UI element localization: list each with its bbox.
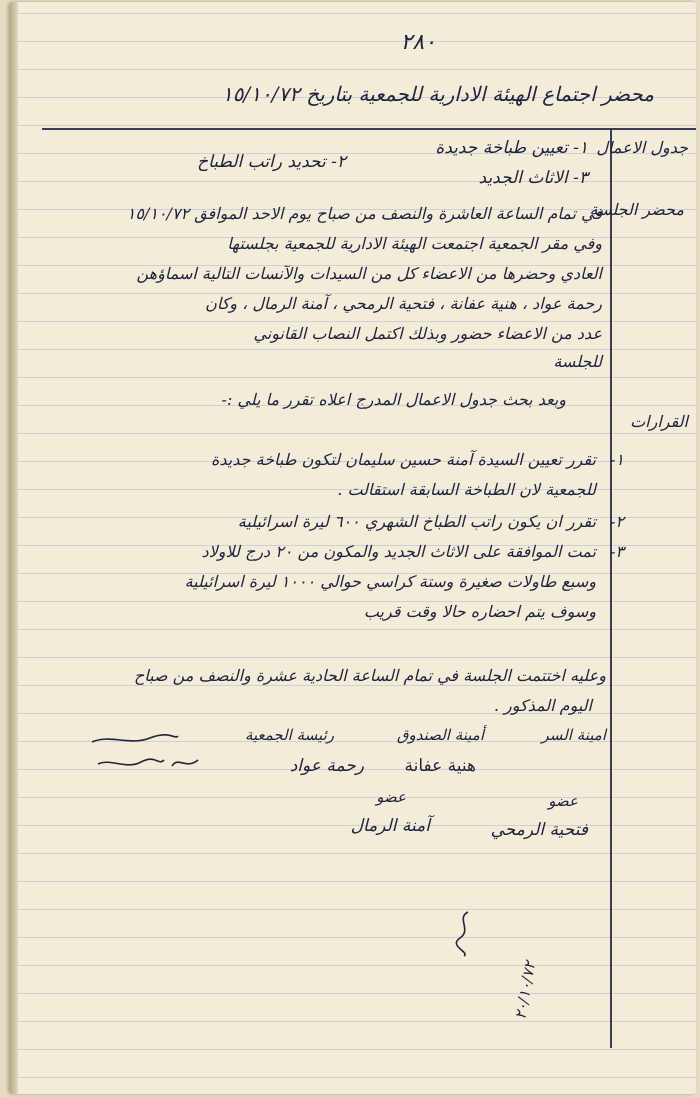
minutes-line: وفي مقر الجمعية اجتمعت الهيئة الادارية للجمعية بجلستها [227,234,602,253]
closing-line: وعليه اختتمت الجلسة في تمام الساعة الحادية عشرة والنصف من صباح [133,666,606,685]
secretary-signature [90,730,180,750]
minutes-line: العادي وحضرها من الاعضاء كل من السيدات والآنسات التالية اسماؤهن [136,264,602,283]
minutes-line: عدد من الاعضاء حضور وبذلك اكتمل النصاب القانوني [253,324,602,343]
document-title: محضر اجتماع الهيئة الادارية للجمعية بتاريخ ١٥/١٠/٧٢ [221,82,654,106]
agenda-label: جدول الاعمال [596,138,688,157]
header-rule [42,128,696,130]
agenda-item: ٢- تحديد راتب الطباخ [197,152,346,172]
decision-line: تقرر ان يكون راتب الطباخ الشهري ٦٠٠ ليرة اسرائيلية [237,512,596,531]
margin-rule [610,128,612,1048]
signature-title: رئيسة الجمعية [244,726,334,744]
margin-note: ٢٠/١٠/٧٢ [510,960,539,1021]
decision-line: تقرر تعيين السيدة آمنة حسين سليمان لتكون طباخة جديدة [211,450,596,469]
minutes-line: رحمة عواد ، هنية عفانة ، فتحية الرمحي ، آمنة الرمال ، وكان [205,294,602,313]
decision-line: تمت الموافقة على الاثاث الجديد والمكون من ٢٠ درج للاولاد [201,542,596,561]
signature-title: أمينة الصندوق [396,726,484,744]
minutes-line: للجلسة [553,352,602,371]
signature-title: امينة السر [541,726,606,744]
page-number: ٢٨٠ [400,30,436,55]
initials-mark [450,908,480,958]
minutes-label: محضر الجلسة [589,200,684,219]
decisions-label: القرارات [630,412,688,431]
signature-name: هنية عفانة [404,756,476,776]
member-signature-mark [170,754,200,772]
signature-name: رحمة عواد [289,756,364,776]
president-signature [96,754,166,774]
member-name: آمنة الرمال [350,816,430,836]
notebook-page [10,2,696,1094]
closing-line: اليوم المذكور . [493,696,592,715]
decision-number: ١- [610,450,624,469]
minutes-line: وبعد بحث جدول الاعمال المدرج اعلاه تقرر ما يلي :- [221,390,566,409]
agenda-item: ١- تعيين طباخة جديدة [435,138,588,158]
member-title: عضو [548,792,578,810]
decision-line: وسبع طاولات صغيرة وستة كراسي حوالي ١٠٠٠ ليرة اسرائيلية [184,572,596,591]
decision-line: وسوف يتم احضاره حالا وقت قريب [363,602,596,621]
agenda-item: ٣- الاثاث الجديد [478,168,588,188]
member-name: فتحية الرمحي [490,820,588,840]
member-title: عضو [376,788,406,806]
decision-number: ٣- [610,542,624,561]
decision-number: ٢- [610,512,624,531]
minutes-line: في تمام الساعة العاشرة والنصف من صباح يوم الاحد الموافق ١٥/١٠/٧٢ [126,204,602,223]
decision-line: للجمعية لان الطباخة السابقة استقالت . [337,480,596,499]
